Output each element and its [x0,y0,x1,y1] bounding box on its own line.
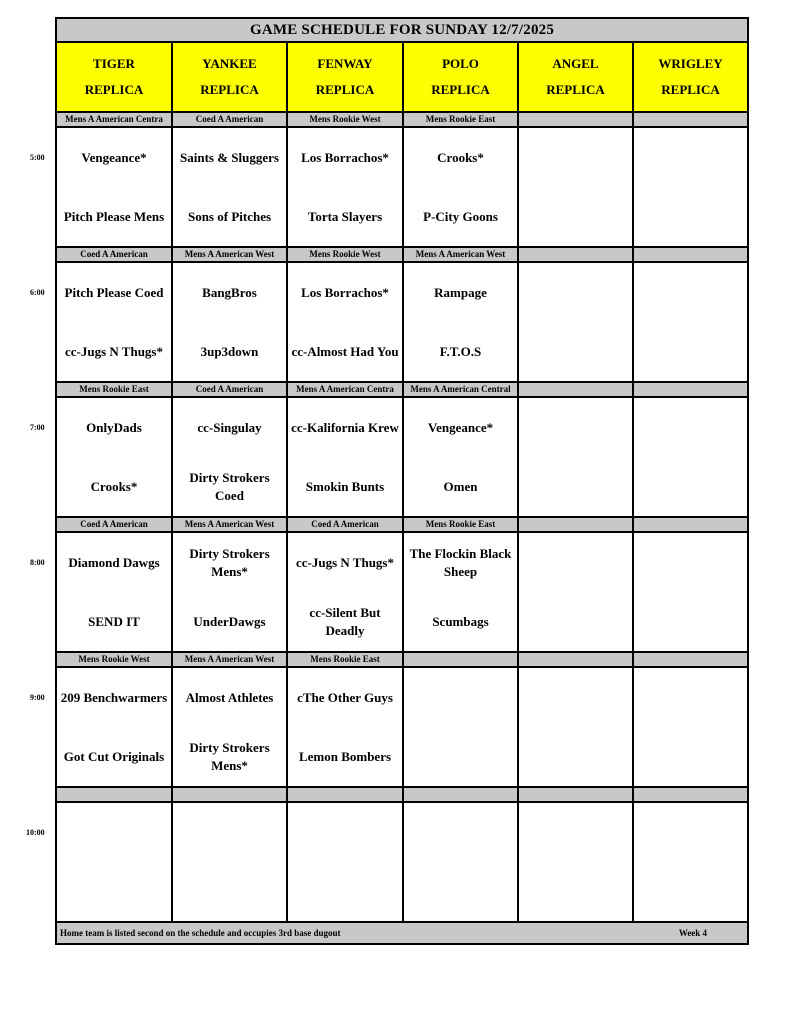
away-team: cc-Singulay [197,419,262,435]
division-label [518,787,633,802]
matchup [288,128,402,246]
home-team: Lemon Bombers [298,748,392,764]
division-row [56,382,748,397]
schedule-title: GAME SCHEDULE FOR SUNDAY 12/7/2025 [56,18,748,42]
division-label: Mens Rookie West [56,652,172,667]
game-cell [518,667,633,787]
matchup [404,668,517,786]
time-label: 8:00 [30,558,45,567]
matchup [57,668,171,786]
away-team [634,668,747,727]
game-cell [518,262,633,382]
away-team [519,398,632,457]
away-team: Saints & Sluggers [180,149,279,165]
division-label [518,112,633,127]
division-label [633,382,748,397]
away-team [288,803,402,862]
home-team [634,592,747,651]
division-row [56,247,748,262]
matchup [57,263,171,381]
division-label: Mens Rookie East [403,517,518,532]
game-row [56,532,748,652]
field-header-fenway [287,42,403,112]
game-cell [518,532,633,652]
away-team: Rampage [434,284,487,300]
game-cell [172,127,287,247]
division-label: Mens Rookie West [287,247,403,262]
matchup [519,263,632,381]
away-team: The Flockin Black Sheep [409,545,512,579]
away-team: Crooks* [437,149,484,165]
time-label: 9:00 [30,693,45,702]
matchup [519,803,632,921]
game-cell [287,532,403,652]
division-label [518,247,633,262]
field-name: YANKEE [202,56,257,71]
division-label [403,787,518,802]
division-label: Mens A American West [172,247,287,262]
field-header-row [56,42,748,112]
footer [56,922,748,944]
away-team [519,668,632,727]
away-team [519,128,632,187]
away-team: Pitch Please Coed [64,284,164,300]
away-team [634,533,747,592]
division-label [56,787,172,802]
matchup [173,398,286,516]
game-cell [172,262,287,382]
division-label [633,112,748,127]
away-team: cc-Jugs N Thugs* [295,554,394,570]
field-header-yankee [172,42,287,112]
home-team [173,862,286,921]
game-cell [287,802,403,922]
home-team: Got Cut Originals [63,748,165,764]
field-subtitle: REPLICA [315,82,375,97]
away-team: cThe Other Guys [297,689,393,705]
matchup [634,668,747,786]
game-cell [518,127,633,247]
division-label [633,517,748,532]
matchup [634,263,747,381]
division-label: Mens Rookie West [287,112,403,127]
division-label [633,247,748,262]
game-row [56,802,748,922]
matchup [173,533,286,651]
away-team: OnlyDads [86,419,142,435]
division-label [633,652,748,667]
matchup [173,263,286,381]
game-cell [633,532,748,652]
away-team [173,803,286,862]
game-cell [633,802,748,922]
matchup [57,128,171,246]
matchup [519,128,632,246]
home-team: SEND IT [88,613,140,629]
schedule-table [55,17,749,945]
game-cell [56,397,172,517]
field-subtitle: REPLICA [200,82,259,97]
home-team [634,322,747,381]
field-name: WRIGLEY [658,56,723,71]
game-cell [56,667,172,787]
matchup [404,263,517,381]
game-cell [403,532,518,652]
away-team: Vengeance* [81,149,147,165]
matchup [634,128,747,246]
away-team [404,668,517,727]
away-team: BangBros [202,284,257,300]
matchup [404,128,517,246]
game-cell [172,532,287,652]
matchup [288,398,402,516]
division-row [56,112,748,127]
field-subtitle: REPLICA [431,82,490,97]
away-team [404,803,517,862]
division-label [518,652,633,667]
home-team: cc-Almost Had You [291,343,399,359]
matchup [519,533,632,651]
division-label: Coed A American [287,517,403,532]
field-name: FENWAY [317,56,373,71]
away-team [519,533,632,592]
division-label [518,517,633,532]
away-team: 209 Benchwarmers [60,689,168,705]
field-header-angel [518,42,633,112]
time-label: 10:00 [26,828,45,837]
home-team [519,322,632,381]
division-label: Mens A American West [403,247,518,262]
matchup [288,533,402,651]
division-label: Coed A American [172,112,287,127]
game-cell [403,397,518,517]
away-team: cc-Kalifornia Krew [291,419,399,435]
division-label: Mens Rookie East [403,112,518,127]
home-team [519,727,632,786]
matchup [173,128,286,246]
week-label: Week 4 [678,928,708,938]
division-label: Coed A American [172,382,287,397]
field-subtitle: REPLICA [84,82,144,97]
title-row [56,18,748,42]
matchup [57,803,171,921]
game-cell [172,802,287,922]
matchup [288,263,402,381]
division-label [518,382,633,397]
division-label [633,787,748,802]
game-row [56,262,748,382]
field-subtitle: REPLICA [661,82,720,97]
home-team: P-City Goons [423,208,498,224]
away-team [634,803,747,862]
game-cell [518,397,633,517]
game-cell [56,532,172,652]
field-subtitle: REPLICA [546,82,605,97]
matchup [404,398,517,516]
matchup [57,533,171,651]
time-label: 6:00 [30,288,45,297]
game-cell [56,127,172,247]
game-cell [56,802,172,922]
field-header-polo [403,42,518,112]
division-label: Mens A American Centra [287,382,403,397]
division-label: Mens A American Central [403,382,518,397]
matchup [288,803,402,921]
home-team: UnderDawgs [193,613,266,629]
away-team: Diamond Dawgs [68,554,160,570]
home-team [519,187,632,246]
home-team [634,862,747,921]
footer-note: Home team is listed second on the schedule and occupies 3rd base dugout [60,928,341,938]
home-team [519,457,632,516]
division-label: Mens A American West [172,652,287,667]
matchup [173,668,286,786]
home-team [404,862,517,921]
home-team [57,862,171,921]
matchup [173,803,286,921]
game-cell [633,262,748,382]
home-team [519,862,632,921]
game-row [56,397,748,517]
division-label: Mens A American West [172,517,287,532]
game-cell [403,262,518,382]
home-team: Dirty Strokers Mens* [189,739,270,773]
game-cell [403,127,518,247]
home-team: Torta Slayers [307,208,383,224]
home-team: Smokin Bunts [305,478,385,494]
division-row [56,652,748,667]
home-team: Sons of Pitches [187,208,272,224]
schedule-body [56,18,748,944]
game-cell [287,397,403,517]
home-team [634,187,747,246]
division-label: Coed A American [56,247,172,262]
home-team [634,457,747,516]
matchup [634,398,747,516]
home-team [288,862,402,921]
away-team: Los Borrachos* [301,149,389,165]
matchup [404,533,517,651]
game-row [56,667,748,787]
home-team: cc-Jugs N Thugs* [64,343,163,359]
footer-row [56,922,748,944]
game-cell [633,667,748,787]
field-name: TIGER [93,56,135,71]
home-team [404,727,517,786]
away-team [634,128,747,187]
home-team: Dirty Strokers Coed [189,469,270,503]
home-team: F.T.O.S [439,343,482,359]
division-row [56,787,748,802]
game-cell [633,397,748,517]
division-label [403,652,518,667]
time-label: 7:00 [30,423,45,432]
game-cell [403,802,518,922]
game-cell [287,667,403,787]
time-label: 5:00 [30,153,45,162]
matchup [57,398,171,516]
home-team: Omen [443,478,478,494]
away-team [634,398,747,457]
home-team: cc-Silent But Deadly [309,604,381,638]
away-team [57,803,171,862]
field-header-tiger [56,42,172,112]
division-row [56,517,748,532]
home-team: 3up3down [200,343,259,359]
game-cell [518,802,633,922]
division-label: Coed A American [56,517,172,532]
game-cell [633,127,748,247]
game-cell [172,667,287,787]
matchup [404,803,517,921]
matchup [288,668,402,786]
division-label [172,787,287,802]
away-team: Los Borrachos* [301,284,389,300]
matchup [519,668,632,786]
game-row [56,127,748,247]
division-label: Mens Rookie East [287,652,403,667]
away-team: Dirty Strokers Mens* [189,545,270,579]
away-team [634,263,747,322]
home-team: Scumbags [432,613,489,629]
field-name: POLO [442,56,479,71]
division-label: Mens Rookie East [56,382,172,397]
away-team [519,263,632,322]
matchup [634,533,747,651]
home-team: Crooks* [90,478,138,494]
division-label: Mens A American Centra [56,112,172,127]
field-name: ANGEL [552,56,599,71]
home-team: Pitch Please Mens [63,208,165,224]
matchup [519,398,632,516]
game-cell [56,262,172,382]
game-cell [172,397,287,517]
game-cell [287,127,403,247]
away-team: Almost Athletes [185,689,274,705]
matchup [634,803,747,921]
game-cell [287,262,403,382]
division-label [287,787,403,802]
away-team [519,803,632,862]
home-team [634,727,747,786]
game-cell [403,667,518,787]
away-team: Vengeance* [427,419,494,435]
field-header-wrigley [633,42,748,112]
home-team [519,592,632,651]
